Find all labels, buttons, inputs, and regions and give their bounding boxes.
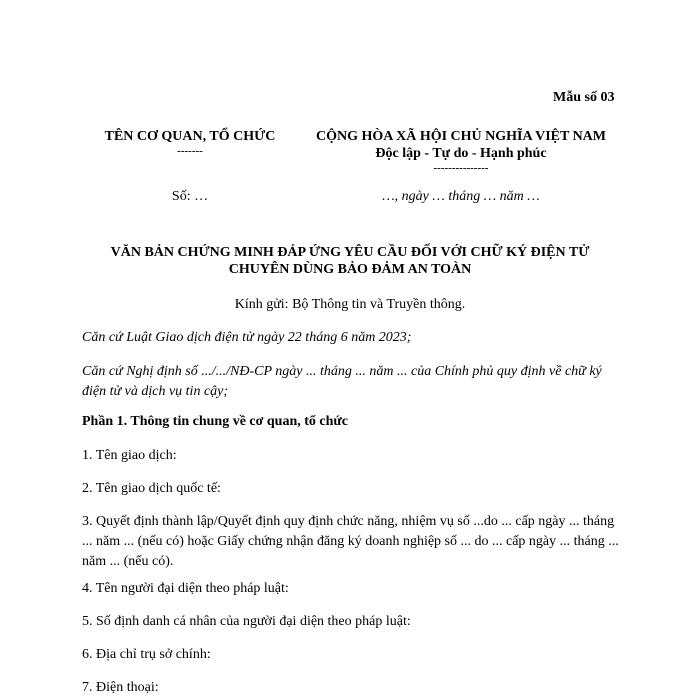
- item-head-office-address: 6. Địa chỉ trụ sở chính:: [82, 647, 211, 662]
- national-title: CỘNG HÒA XÃ HỘI CHỦ NGHĨA VIỆT NAM: [315, 129, 606, 144]
- document-number: Số: …: [171, 189, 209, 204]
- item-phone: 7. Điện thoại:: [82, 680, 159, 695]
- agency-separator: -------: [177, 145, 203, 157]
- national-motto: Độc lập - Tự do - Hạnh phúc: [375, 146, 547, 161]
- item-international-name: 2. Tên giao dịch quốc tế:: [82, 481, 221, 496]
- section-1-heading: Phần 1. Thông tin chung về cơ quan, tổ chức: [82, 414, 349, 429]
- item-legal-representative: 4. Tên người đại diện theo pháp luật:: [82, 581, 289, 596]
- document-title-line-1: VĂN BẢN CHỨNG MINH ĐÁP ỨNG YÊU CẦU ĐỐI VỚI CHỮ KÝ ĐIỆN TỬ: [110, 245, 590, 260]
- recipient-line: Kính gửi: Bộ Thông tin và Truyền thông.: [234, 297, 466, 312]
- agency-name-placeholder: TÊN CƠ QUAN, TỔ CHỨC: [104, 129, 276, 144]
- item-transaction-name: 1. Tên giao dịch:: [82, 448, 177, 463]
- item-establishment-decision: 3. Quyết định thành lập/Quyết định quy định chức năng, nhiệm vụ số ...do ... cấp ngày ... tháng ... năm ... (nếu có) hoặc Giấy chứng nhận đăng ký doanh nghiệp số ... do ... cấp ngày ... tháng ... năm ... (nếu có).: [82, 514, 619, 569]
- legal-basis-2: Căn cứ Nghị định số .../.../NĐ-CP ngày ... tháng ... năm ... của Chính phủ quy định về chữ ký điện tử và dịch vụ tin cậy;: [82, 364, 602, 399]
- legal-basis-1: Căn cứ Luật Giao dịch điện tử ngày 22 tháng 6 năm 2023;: [82, 330, 412, 345]
- form-number: Mẫu số 03: [553, 90, 615, 105]
- document-date: …, ngày … tháng … năm …: [382, 189, 540, 204]
- document-title-line-2: CHUYÊN DÙNG BẢO ĐẢM AN TOÀN: [228, 262, 472, 277]
- item-representative-id: 5. Số định danh cá nhân của người đại diện theo pháp luật:: [82, 614, 411, 629]
- national-separator: ---------------: [433, 162, 489, 174]
